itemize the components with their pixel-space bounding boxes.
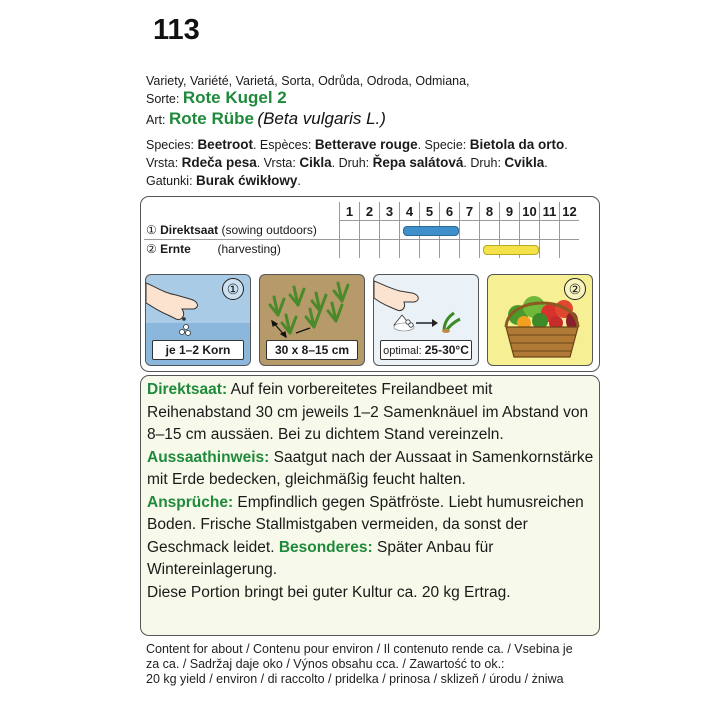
month-8: 8 xyxy=(480,202,500,221)
month-10: 10 xyxy=(520,202,540,221)
species-name-it: Bietola da orto xyxy=(469,137,565,152)
sowing-period-bar xyxy=(403,226,459,236)
vrsta-label-hr: . Vrsta: xyxy=(256,156,296,170)
step-1-badge: ① xyxy=(222,278,244,300)
spacing-caption: 30 x 8–15 cm xyxy=(266,340,358,360)
art-label: Art: xyxy=(146,113,166,127)
aussaathinweis-heading: Aussaathinweis: xyxy=(147,448,270,466)
druh-label-cz: . Druh: xyxy=(331,156,370,170)
gatunki-label: Gatunki: xyxy=(146,174,193,188)
druh-label-sk: . Druh: xyxy=(463,156,501,170)
calendar-row-sowing xyxy=(144,221,579,240)
art-latin-name: (Beta vulgaris L.) xyxy=(257,109,386,128)
vrsta-name-hr: Cikla xyxy=(299,155,332,170)
month-6: 6 xyxy=(440,202,460,221)
harvest-step-number: ② xyxy=(146,242,157,256)
art-name: Rote Rübe xyxy=(168,109,254,128)
footer-line-2: za ca. / Sadržaj daje oko / Výnos obsahu cca. / Zawartość to ok.: xyxy=(146,657,505,671)
harvest-row-label xyxy=(144,240,340,259)
sowing-row-note: (sowing outdoors) xyxy=(221,222,317,237)
besonderes-text: Später Anbau für Wintereinlagerung. xyxy=(147,538,494,578)
variety-languages-line: Variety, Variété, Varietá, Sorta, Odrůda, Odroda, Odmiana, xyxy=(146,74,470,88)
harvest-illustration xyxy=(487,274,593,366)
direktsaat-heading: Direktsaat: xyxy=(147,381,228,398)
month-2: 2 xyxy=(360,202,380,221)
harvest-period-bar xyxy=(483,245,539,255)
month-1: 1 xyxy=(340,202,360,221)
species-name-fr: Betterave rouge xyxy=(314,137,418,152)
calendar-month-header xyxy=(144,202,579,221)
gatunki-line xyxy=(146,173,301,189)
month-4: 4 xyxy=(400,202,420,221)
besonderes-heading: Besonderes: xyxy=(278,538,373,556)
aussaathinweis-text: Saatgut nach der Aussaat in Samenkornstärke mit Erde bedecken, gleichmäßig feucht halten. xyxy=(147,448,594,488)
temperature-label: optimal: xyxy=(383,345,422,357)
temperature-caption xyxy=(380,340,472,360)
druh-name-sk: Cvikla xyxy=(504,155,545,170)
species-end: . xyxy=(564,138,568,152)
sorte-label: Sorte: xyxy=(146,92,180,106)
germination-illustration xyxy=(373,274,479,366)
month-12: 12 xyxy=(560,202,580,221)
harvest-row-name: Ernte xyxy=(160,242,191,256)
species-line xyxy=(146,137,568,153)
gatunki-end: . xyxy=(297,174,301,188)
species-label-fr: . Espèces: xyxy=(252,138,312,152)
gatunki-name: Burak ćwikłowy xyxy=(196,173,298,188)
species-name-en: Beetroot xyxy=(197,137,253,152)
packet-number: 113 xyxy=(153,14,200,46)
ansprueche-text: Empfindlich gegen Spätfröste. Liebt humusreichen Boden. Frische Stallmistgaben vermeiden, da sonst der Geschmack leidet. xyxy=(147,493,584,556)
calendar-corner xyxy=(144,202,340,221)
vrsta-label-sl: Vrsta: xyxy=(146,156,179,170)
sowing-row-name: Direktsaat xyxy=(160,222,219,237)
direktsaat-text: Auf fein vorbereitetes Freilandbeet mit Reihenabstand 30 cm jeweils 1–2 Samenknäuel im Abstand von 8–15 cm aussäen. Bei zu dichtem Stand vereinzeln. xyxy=(147,381,589,443)
month-5: 5 xyxy=(420,202,440,221)
yield-text: Diese Portion bringt bei guter Kultur ca. 20 kg Ertrag. xyxy=(147,583,511,601)
sowing-row-label xyxy=(144,221,340,240)
spacing-illustration xyxy=(259,274,365,366)
month-3: 3 xyxy=(380,202,400,221)
sowing-illustration xyxy=(145,274,251,366)
seeds-per-spot-caption: je 1–2 Korn xyxy=(152,340,244,360)
temperature-value: 25-30°C xyxy=(424,343,469,357)
footer-line-1: Content for about / Contenu pour environ / Il contenuto rende ca. / Vsebina je xyxy=(146,642,573,656)
sowing-calendar-panel xyxy=(140,196,600,372)
druh-name-cz: Řepa salátová xyxy=(372,155,464,170)
art-line xyxy=(146,111,386,128)
footer-line-3: 20 kg yield / environ / di raccolto / pridelka / prinosa / sklizeň / úrodu / żniwa xyxy=(146,672,564,686)
species-label-en: Species: xyxy=(146,138,194,152)
species-label-it: . Specie: xyxy=(417,138,467,152)
growing-instructions-panel xyxy=(140,375,600,636)
harvest-row-note: (harvesting) xyxy=(217,242,281,256)
sowing-step-number: ① xyxy=(146,222,157,237)
sorte-line xyxy=(146,90,287,107)
ansprueche-heading: Ansprüche: xyxy=(147,493,234,511)
vrsta-name-sl: Rdeča pesa xyxy=(181,155,257,170)
month-9: 9 xyxy=(500,202,520,221)
month-7: 7 xyxy=(460,202,480,221)
sorte-name: Rote Kugel 2 xyxy=(182,88,287,107)
month-11: 11 xyxy=(540,202,560,221)
vrsta-line xyxy=(146,155,548,171)
growing-instructions xyxy=(147,379,595,604)
step-2-badge: ② xyxy=(564,278,586,300)
content-yield-footer xyxy=(146,642,573,687)
vrsta-end: . xyxy=(544,156,548,170)
